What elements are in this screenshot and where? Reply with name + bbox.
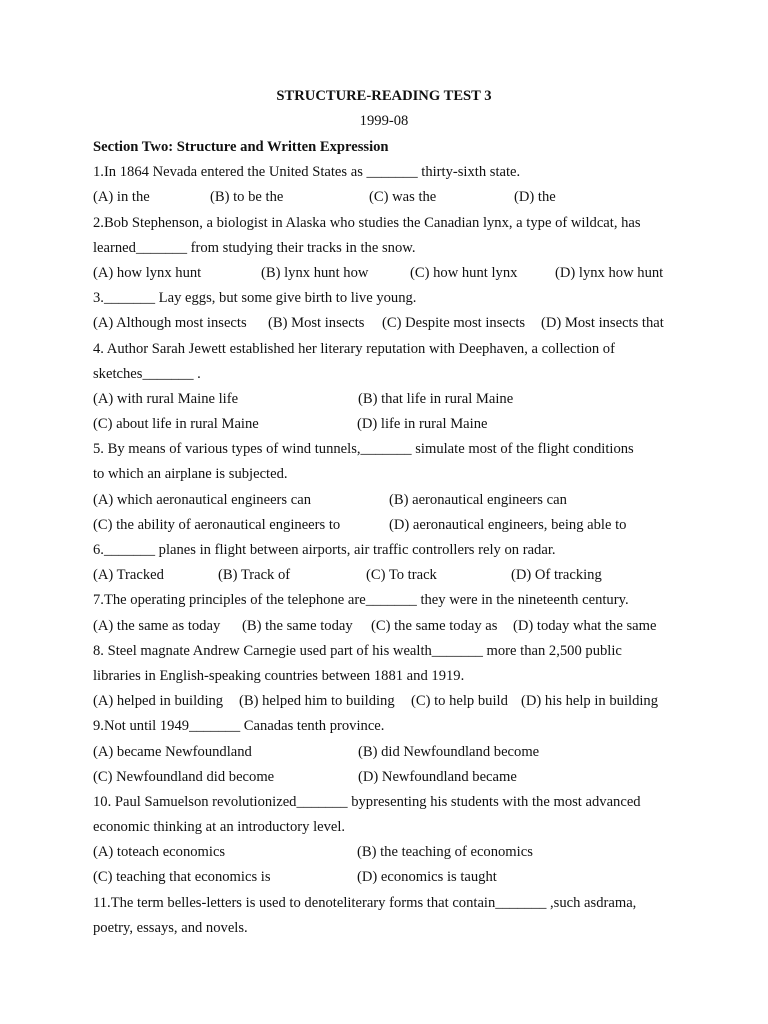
option-c: (C) to help build	[411, 693, 508, 710]
question-11-text: 11.The term belles-letters is used to denoteliterary forms that contain_______ ,such asdrama,	[93, 894, 637, 911]
option-a: (A) toteach economics	[93, 844, 226, 861]
option-a: (A) with rural Maine life	[93, 390, 239, 407]
question-10-options-row1	[93, 843, 693, 868]
option-d: (D) aeronautical engineers, being able to	[389, 516, 627, 533]
question-10-options-row2	[93, 868, 693, 893]
question-10-text-cont: economic thinking at an introductory level.	[93, 819, 346, 836]
question-5-options-row1	[93, 491, 693, 516]
option-c: (C) the same today as	[371, 617, 498, 634]
option-a: (A) helped in building	[93, 693, 224, 710]
option-b: (B) Track of	[218, 567, 291, 584]
question-list	[93, 138, 693, 944]
option-a: (A) which aeronautical engineers can	[93, 491, 311, 508]
question-9-options-row1	[93, 743, 693, 768]
option-d: (D) lynx how hunt	[555, 264, 664, 281]
question-7-text: 7.The operating principles of the telephone are_______ they were in the nineteenth century.	[93, 592, 629, 609]
question-7-options	[93, 617, 693, 642]
test-title: STRUCTURE-READING TEST 3	[276, 88, 492, 104]
section-heading: Section Two: Structure and Written Expression	[93, 139, 389, 155]
option-c: (C) To track	[366, 567, 437, 584]
option-b: (B) to be the	[210, 189, 284, 206]
option-c: (C) about life in rural Maine	[93, 416, 259, 433]
option-b: (B) did Newfoundland become	[358, 743, 540, 760]
option-d: (D) Newfoundland became	[358, 768, 517, 785]
option-a: (A) became Newfoundland	[93, 743, 252, 760]
question-3-options	[93, 314, 693, 339]
option-d: (D) economics is taught	[357, 869, 497, 886]
question-10-text: 10. Paul Samuelson revolutionized_______ bypresenting his students with the most advanced	[93, 793, 641, 810]
option-d: (D) his help in building	[521, 693, 659, 710]
question-5-text: 5. By means of various types of wind tunnels,_______ simulate most of the flight conditions	[93, 441, 634, 458]
option-a: (A) Although most insects	[93, 315, 247, 332]
question-4-text-cont: sketches_______ .	[93, 365, 201, 382]
option-a: (A) how lynx hunt	[93, 264, 202, 281]
option-b: (B) helped him to building	[239, 693, 395, 710]
option-d: (D) Of tracking	[511, 567, 602, 584]
option-b: (B) the teaching of economics	[357, 844, 533, 861]
option-c: (C) was the	[369, 189, 437, 206]
question-6-text: 6._______ planes in flight between airports, air traffic controllers rely on radar.	[93, 542, 556, 558]
question-4-options-row1	[93, 390, 693, 415]
question-8-text-cont: libraries in English-speaking countries between 1881 and 1919.	[93, 667, 465, 684]
option-a: (A) the same as today	[93, 617, 221, 634]
option-c: (C) how hunt lynx	[410, 264, 518, 281]
option-d: (D) life in rural Maine	[357, 416, 488, 433]
option-b: (B) Most insects	[268, 315, 365, 332]
option-a: (A) Tracked	[93, 567, 164, 584]
question-3-text: 3._______ Lay eggs, but some give birth to live young.	[93, 290, 417, 307]
question-11-text-cont: poetry, essays, and novels.	[93, 919, 248, 936]
question-2-text-cont: learned_______ from studying their tracks in the snow.	[93, 239, 416, 256]
option-b: (B) aeronautical engineers can	[389, 491, 567, 508]
option-d: (D) the	[514, 189, 556, 206]
option-c: (C) Newfoundland did become	[93, 768, 275, 785]
question-9-text: 9.Not until 1949_______ Canadas tenth province.	[93, 718, 385, 735]
option-c: (C) teaching that economics is	[93, 869, 271, 886]
option-a: (A) in the	[93, 189, 150, 206]
option-d: (D) Most insects that	[541, 315, 664, 332]
question-4-text: 4. Author Sarah Jewett established her literary reputation with Deephaven, a collection of	[93, 340, 615, 357]
question-1-text: 1.In 1864 Nevada entered the United States as _______ thirty-sixth state.	[93, 164, 521, 181]
test-date: 1999-08	[359, 113, 409, 129]
option-d: (D) today what the same	[513, 617, 657, 634]
question-9-options-row2	[93, 768, 693, 793]
question-2-options	[93, 264, 693, 289]
option-c: (C) Despite most insects	[382, 315, 526, 332]
question-4-options-row2	[93, 415, 693, 440]
question-6-options	[93, 566, 693, 591]
option-b: (B) that life in rural Maine	[358, 390, 514, 407]
option-b: (B) the same today	[242, 617, 353, 634]
option-c: (C) the ability of aeronautical engineers to	[93, 516, 341, 533]
question-2-text: 2.Bob Stephenson, a biologist in Alaska who studies the Canadian lynx, a type of wildcat, has	[93, 214, 641, 231]
question-5-text-cont: to which an airplane is subjected.	[93, 466, 288, 483]
option-b: (B) lynx hunt how	[261, 264, 369, 281]
question-8-options	[93, 692, 693, 717]
question-8-text: 8. Steel magnate Andrew Carnegie used part of his wealth_______ more than 2,500 public	[93, 642, 622, 659]
question-5-options-row2	[93, 516, 693, 541]
question-1-options	[93, 188, 693, 213]
